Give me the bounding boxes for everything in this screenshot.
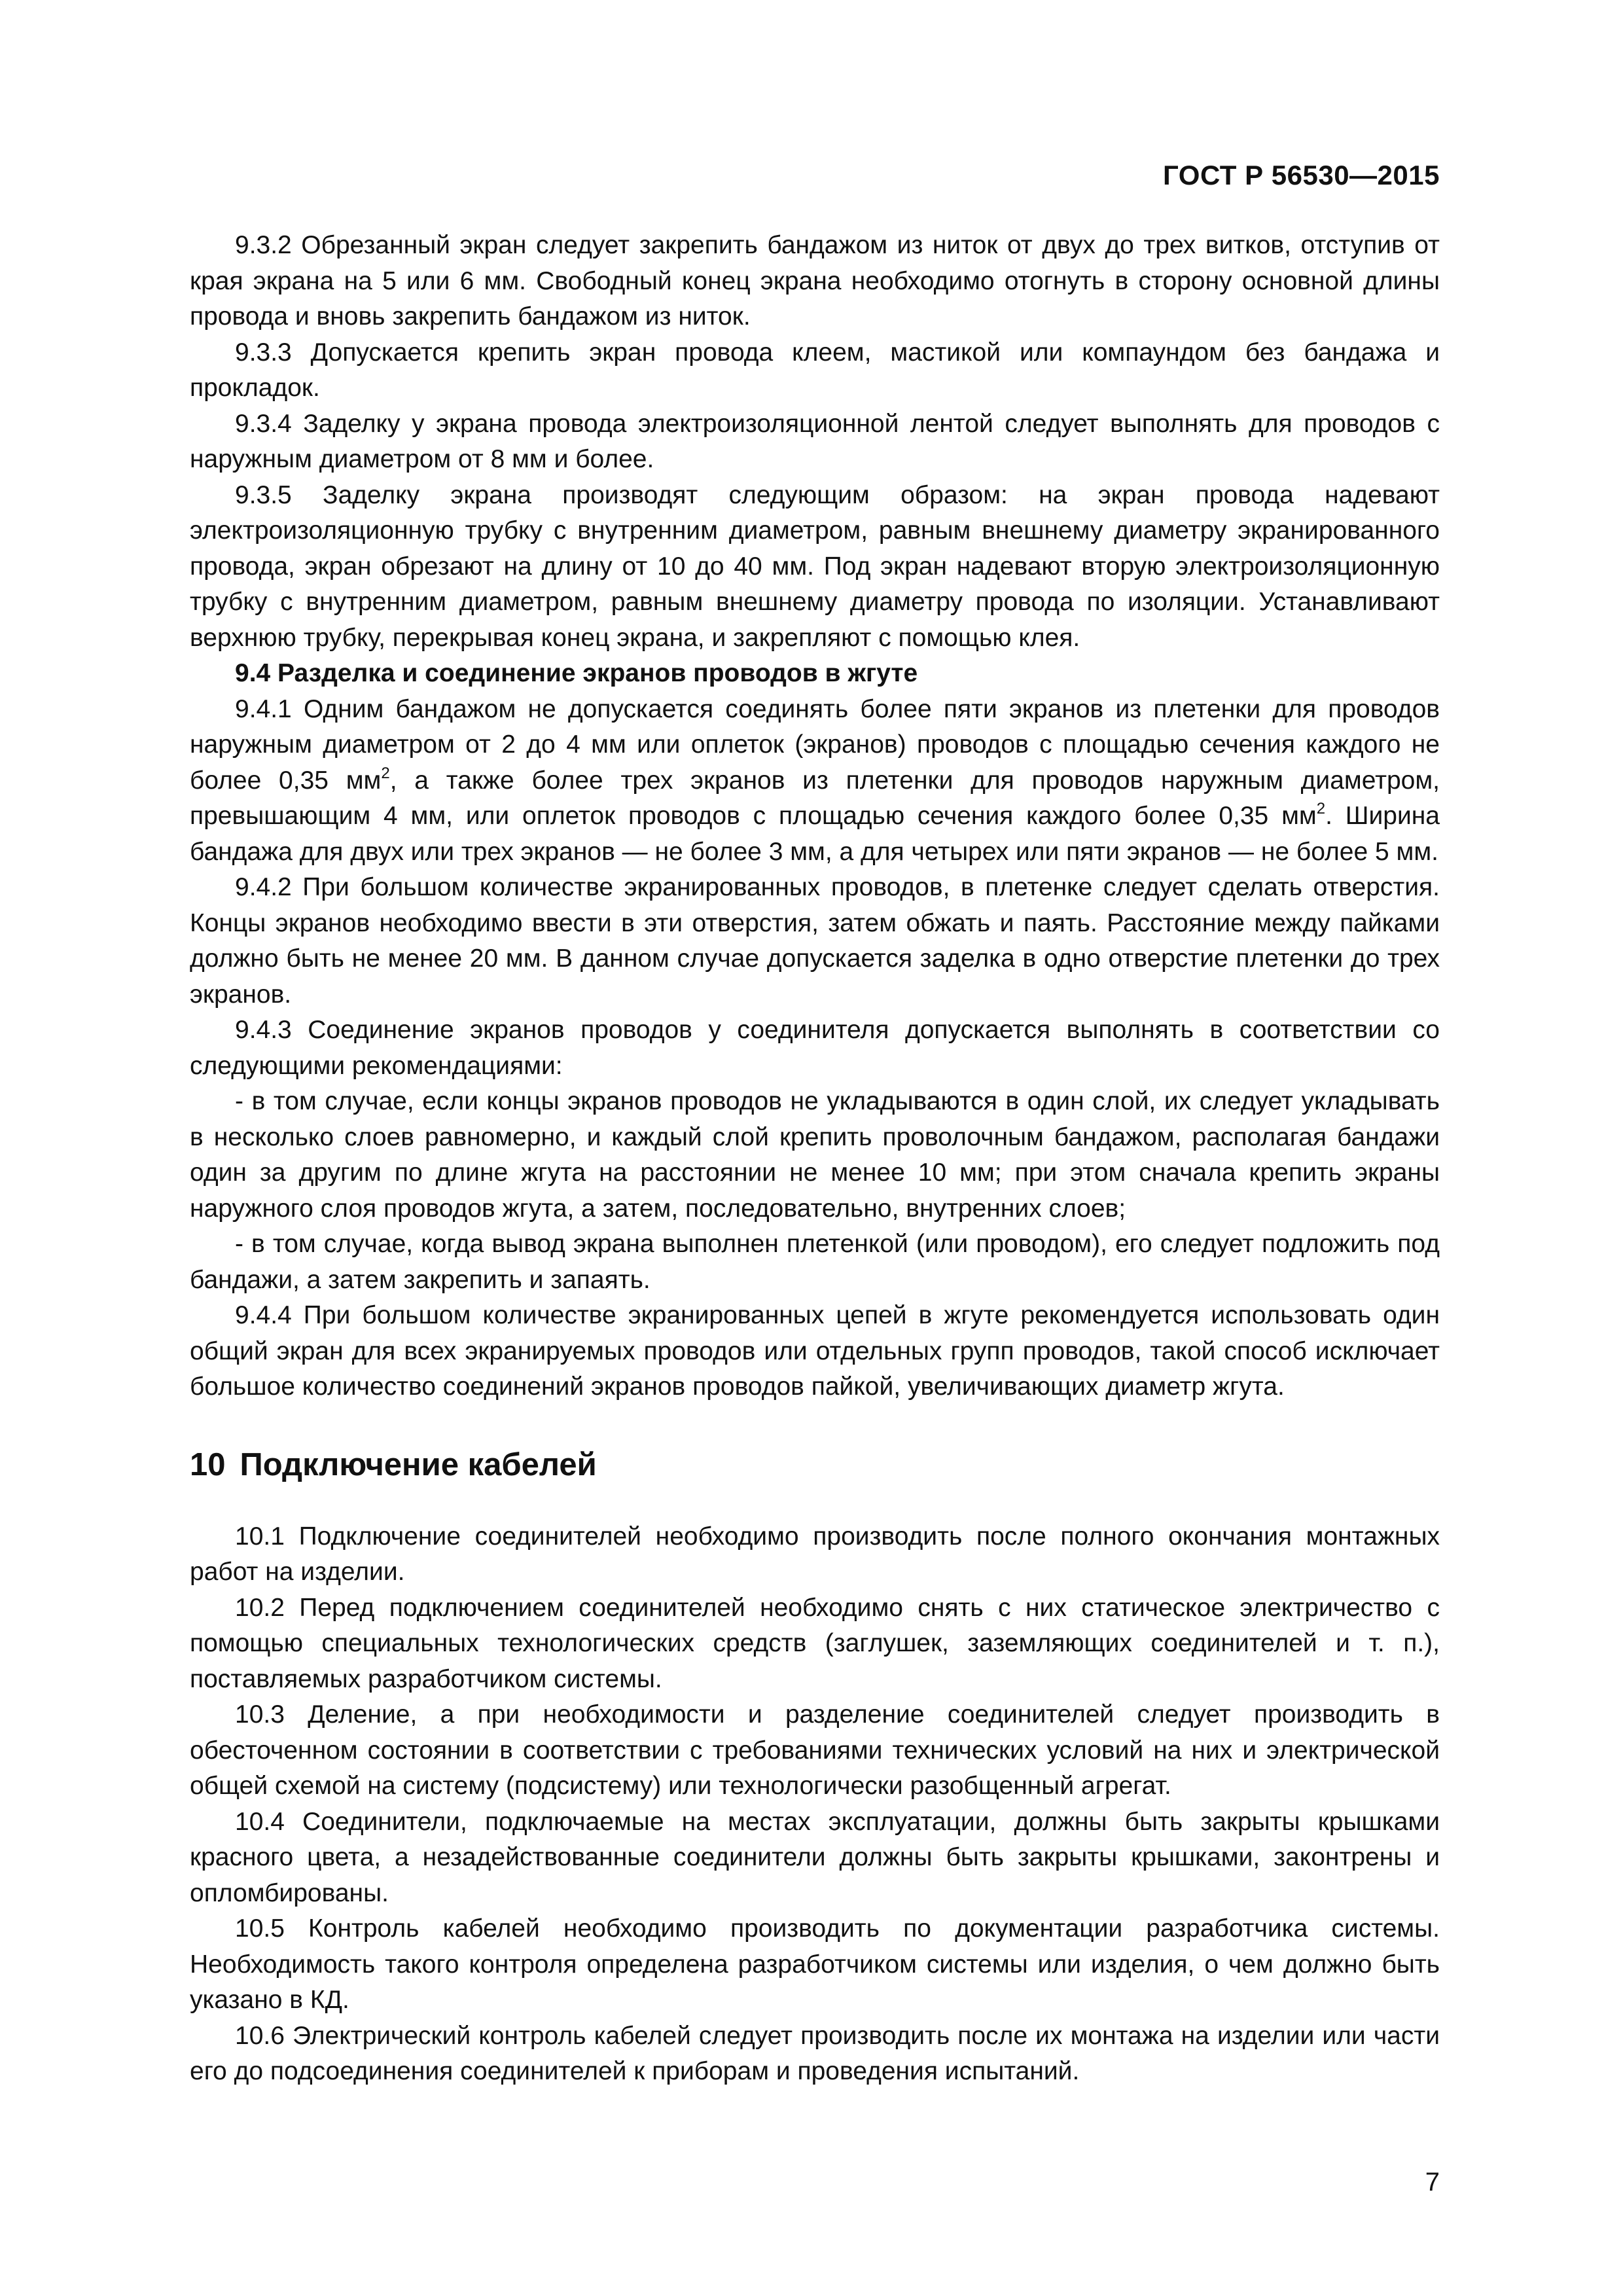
paragraph-9-4-1 xyxy=(190,692,1440,870)
paragraph-9-4-2: 9.4.2 При большом количестве экранированных проводов, в плетенке следует сделать отверстия. Концы экранов необходимо ввести в эти отверстия, затем обжать и паять. Расстояние между пайками должно быть не менее 20 мм. В данном случае допускается заделка в одно отверстие плетенки до трех экранов. xyxy=(190,873,1440,1009)
paragraph-10-1: 10.1 Подключение соединителей необходимо производить после полного окончания монтажных работ на изделии. xyxy=(190,1522,1440,1586)
paragraph-9-3-2: 9.3.2 Обрезанный экран следует закрепить бандажом из ниток от двух до трех витков, отступив от края экрана на 5 или 6 мм. Свободный конец экрана необходимо отогнуть в сторону основной длины провода и вновь закрепить бандажом из ниток. xyxy=(190,231,1440,331)
section-number: 10 xyxy=(190,1446,226,1482)
paragraph-9-4-1-text-c: . Ширина бандажа для двух или трех экранов — не более 3 мм, а для четырех или пяти экранов — не более 5 мм. xyxy=(190,802,1440,866)
superscript-squared: 2 xyxy=(381,764,390,782)
superscript-squared: 2 xyxy=(1316,800,1326,817)
subsection-title-9-4: 9.4 Разделка и соединение экранов проводов в жгуте xyxy=(235,659,918,687)
paragraph-9-4-1-text-a: 9.4.1 Одним бандажом не допускается соединять более пяти экранов из плетенки для проводов наружным диаметром от 2 до 4 мм или оплеток (экранов) проводов с площадью сечения каждого не более 0,35 мм xyxy=(190,694,1440,795)
paragraph-9-4-3: 9.4.3 Соединение экранов проводов у соединителя допускается выполнять в соответствии со следующими рекомендациями: xyxy=(190,1016,1440,1080)
document-page xyxy=(190,0,1440,2296)
document-body xyxy=(190,228,1440,2090)
paragraph-10-2: 10.2 Перед подключением соединителей необходимо снять с них статическое электричество с помощью специальных технологических средств (заглушек, заземляющих соединителей и т. п.), поставляемых разработчиком системы. xyxy=(190,1593,1440,1693)
paragraph-9-4-4: 9.4.4 При большом количестве экранированных цепей в жгуте рекомендуется использовать один общий экран для всех экранируемых проводов или отдельных групп проводов, такой способ исключает большое количество соединений экранов проводов пайкой, увеличивающих диаметр жгута. xyxy=(190,1301,1440,1401)
page-number: 7 xyxy=(1425,2168,1440,2197)
list-item: - в том случае, если концы экранов проводов не укладываются в один слой, их следует укладывать в несколько слоев равномерно, и каждый слой крепить проволочным бандажом, располагая бандажи один за другим по длине жгута на расстоянии не менее 10 мм; при этом сначала крепить экраны наружного слоя проводов жгута, а затем, последовательно, внутренних слоев; xyxy=(190,1087,1440,1223)
paragraph-9-3-5: 9.3.5 Заделку экрана производят следующим образом: на экран провода надевают электроизоляционную трубку с внутренним диаметром, равным внешнему диаметру экранированного провода, экран обрезают на длину от 10 до 40 мм. Под экран надевают вторую электроизоляционную трубку с внутренним диаметром, равным внешнему диаметру провода по изоляции. Устанавливают верхнюю трубку, перекрывая конец экрана, и закрепляют с помощью клея. xyxy=(190,480,1440,652)
section-title-10 xyxy=(190,1444,1440,1485)
paragraph-10-4: 10.4 Соединители, подключаемые на местах эксплуатации, должны быть закрыты крышками красного цвета, а незадействованные соединители должны быть закрыты крышками, законтрены и опломбированы. xyxy=(190,1807,1440,1907)
paragraph-9-3-4: 9.3.4 Заделку у экрана провода электроизоляционной лентой следует выполнять для проводов с наружным диаметром от 8 мм и более. xyxy=(190,409,1440,473)
document-header: ГОСТ Р 56530—2015 xyxy=(1163,160,1440,190)
section-heading: Подключение кабелей xyxy=(240,1446,597,1482)
paragraph-9-3-3: 9.3.3 Допускается крепить экран провода клеем, мастикой или компаундом без бандажа и прокладок. xyxy=(190,338,1440,402)
paragraph-9-4-1-text-b: , а также более трех экранов из плетенки для проводов наружным диаметром, превышающим 4 мм, или оплеток проводов с площадью сечения каждого более 0,35 мм xyxy=(190,766,1440,830)
paragraph-10-5: 10.5 Контроль кабелей необходимо производить по документации разработчика системы. Необходимость такого контроля определена разработчиком системы или изделия, о чем должно быть указано в КД. xyxy=(190,1914,1440,2014)
paragraph-10-3: 10.3 Деление, а при необходимости и разделение соединителей следует производить в обесточенном состоянии в соответствии с требованиями технических условий на них и электрической общей схемой на систему (подсистему) или технологически разобщенный агрегат. xyxy=(190,1700,1440,1800)
paragraph-10-6: 10.6 Электрический контроль кабелей следует производить после их монтажа на изделии или части его до подсоединения соединителей к приборам и проведения испытаний. xyxy=(190,2021,1440,2085)
list-item: - в том случае, когда вывод экрана выполнен плетенкой (или проводом), его следует подложить под бандажи, а затем закрепить и запаять. xyxy=(190,1230,1440,1294)
